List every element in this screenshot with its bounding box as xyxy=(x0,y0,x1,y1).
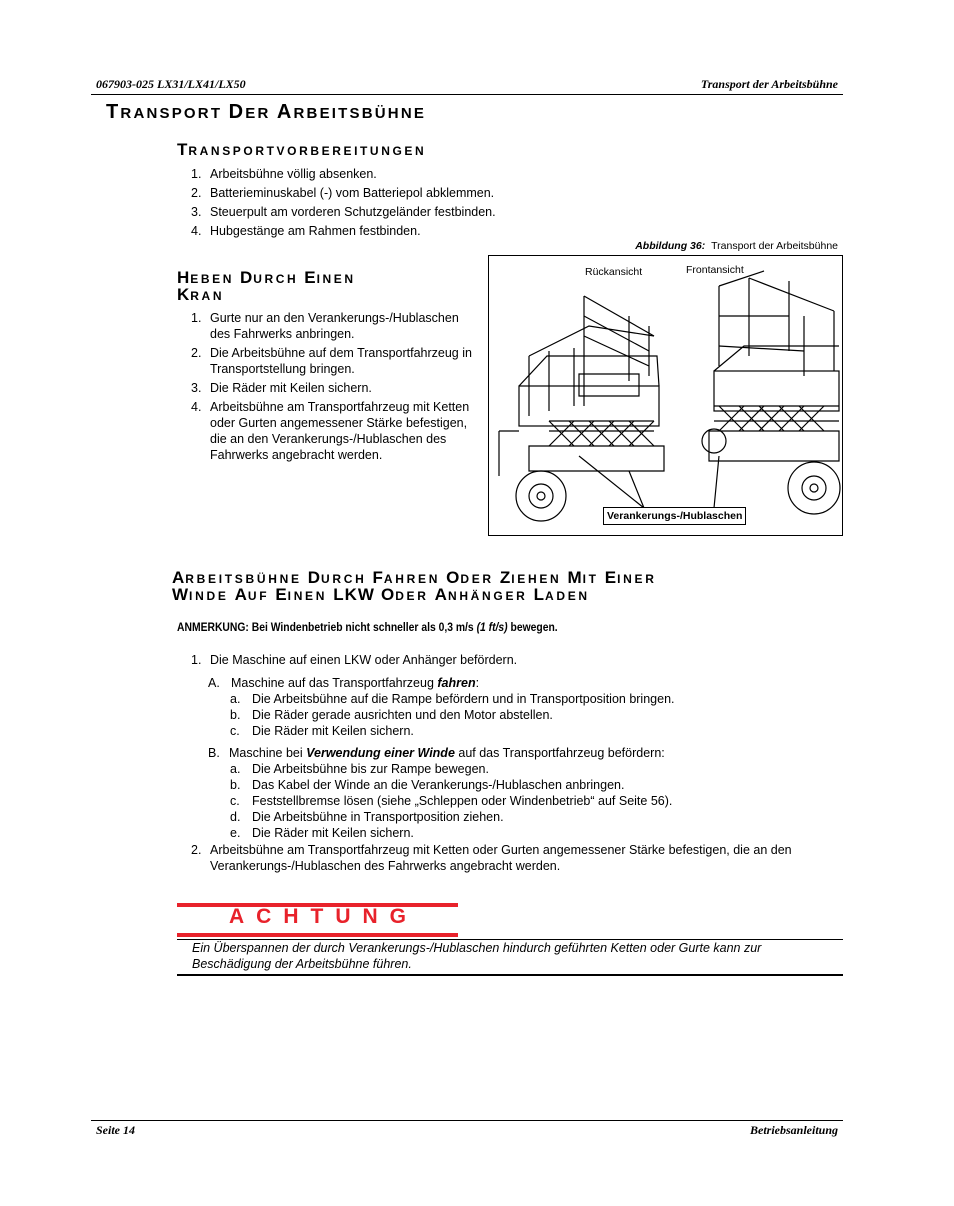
section-title-line: HEBEN DURCH EINEN xyxy=(177,268,356,287)
list-item: c. Feststellbremse lösen (siehe „Schleppen oder Windenbetrieb“ auf Seite 56). xyxy=(230,794,673,808)
sub-sub-list-b xyxy=(177,761,847,841)
warning-title: ACHTUNG xyxy=(229,905,418,928)
list-item: 2. Batterieminuskabel (-) vom Batteriepol abklemmen. xyxy=(191,186,495,200)
footer-rule xyxy=(91,1120,843,1121)
scissor-lift-illustration xyxy=(489,256,842,535)
section-title-line: KRAN xyxy=(177,285,225,304)
list-item: 2. Die Arbeitsbühne auf dem Transportfahrzeug in Transportstellung bringen. xyxy=(191,346,472,376)
figure-caption-label: Abbildung 36: xyxy=(635,240,706,252)
note-text: Bei Windenbetrieb nicht schneller als 0,3 m/s xyxy=(251,622,474,634)
sub-list-item-b: B. Maschine bei Verwendung einer Winde auf das Transportfahrzeug befördern: xyxy=(208,746,665,760)
figure-label-front-view: Frontansicht xyxy=(686,264,744,276)
figure-caption-text: Transport der Arbeitsbühne xyxy=(711,240,838,252)
list-item: 2. Arbeitsbühne am Transportfahrzeug mit Ketten oder Gurten angemessener Stärke befestigen, die an den Verankerungs-/Hublaschen des Fahrwerks angebracht werden. xyxy=(191,843,792,873)
figure-transport-illustration xyxy=(488,255,843,536)
list-item: 3. Steuerpult am vorderen Schutzgeländer festbinden. xyxy=(191,205,496,219)
footer-manual-title: Betriebsanleitung xyxy=(749,1123,838,1137)
list-item: 4. Arbeitsbühne am Transportfahrzeug mit Ketten oder Gurten angemessener Stärke befestigen, die an den Verankerungs-/Hublaschen des Fahrwerks angebracht werden. xyxy=(191,400,470,462)
warning-bar-bottom xyxy=(177,933,458,937)
note xyxy=(177,622,558,634)
list-item: c. Die Räder mit Keilen sichern. xyxy=(230,724,414,738)
page-title xyxy=(106,101,426,124)
section-title-line: ARBEITSBÜHNE DURCH FAHREN ODER ZIEHEN MIT EINER xyxy=(172,568,657,587)
list-item: e. Die Räder mit Keilen sichern. xyxy=(230,826,414,840)
list-item: 1. Die Maschine auf einen LKW oder Anhänger befördern. xyxy=(191,653,518,667)
warning-text: Ein Überspannen der durch Verankerungs-/Hublaschen hindurch geführten Ketten oder Gurte kann zur Beschädigung der Arbeitsbühne führen. xyxy=(192,941,762,971)
note-text-unit: (1 ft/s) xyxy=(476,622,508,634)
transport-prep-steps xyxy=(177,166,577,242)
figure-label-rear-view: Rückansicht xyxy=(585,266,643,278)
crane-lifting-steps xyxy=(177,310,477,466)
list-item: 4. Hubgestänge am Rahmen festbinden. xyxy=(191,224,421,238)
list-item: 1. Arbeitsbühne völlig absenken. xyxy=(191,167,377,181)
list-item: 3. Die Räder mit Keilen sichern. xyxy=(191,381,372,395)
list-item: b. Das Kabel der Winde an die Verankerungs-/Hublaschen anbringen. xyxy=(230,778,625,792)
warning-rule-bottom xyxy=(177,974,843,976)
section-title-transportvorbereitungen: TRANSPORTVORBEREITUNGEN xyxy=(177,140,427,159)
header-section-title: Transport der Arbeitsbühne xyxy=(700,77,838,91)
figure-callout-anchor-points: Verankerungs-/Hublaschen xyxy=(603,507,746,525)
figure-caption xyxy=(635,240,838,252)
note-label: ANMERKUNG: xyxy=(177,622,249,634)
note-text-end: bewegen. xyxy=(510,622,558,634)
sub-list-item-a: A. Maschine auf das Transportfahrzeug fahren: xyxy=(208,676,480,690)
loading-steps xyxy=(177,652,847,874)
list-item: 1. Gurte nur an den Verankerungs-/Hublaschen des Fahrwerks anbringen. xyxy=(191,311,459,341)
list-item: a. Die Arbeitsbühne auf die Rampe befördern und in Transportposition bringen. xyxy=(230,692,675,706)
section-title-loading xyxy=(172,570,852,604)
page-title-text: TRANSPORT DER ARBEITSBÜHNE xyxy=(106,101,427,123)
list-item: a. Die Arbeitsbühne bis zur Rampe bewegen. xyxy=(230,762,489,776)
sub-sub-list-a xyxy=(177,691,847,739)
section-title-crane-lifting xyxy=(177,270,437,304)
header-rule xyxy=(91,94,843,95)
list-item: b. Die Räder gerade ausrichten und den Motor abstellen. xyxy=(230,708,553,722)
header-doc-number: 067903-025 LX31/LX41/LX50 xyxy=(96,77,246,91)
section-title-line: WINDE AUF EINEN LKW ODER ANHÄNGER LADEN xyxy=(172,585,590,604)
footer-page-number: Seite 14 xyxy=(96,1123,135,1137)
list-item: d. Die Arbeitsbühne in Transportposition ziehen. xyxy=(230,810,504,824)
